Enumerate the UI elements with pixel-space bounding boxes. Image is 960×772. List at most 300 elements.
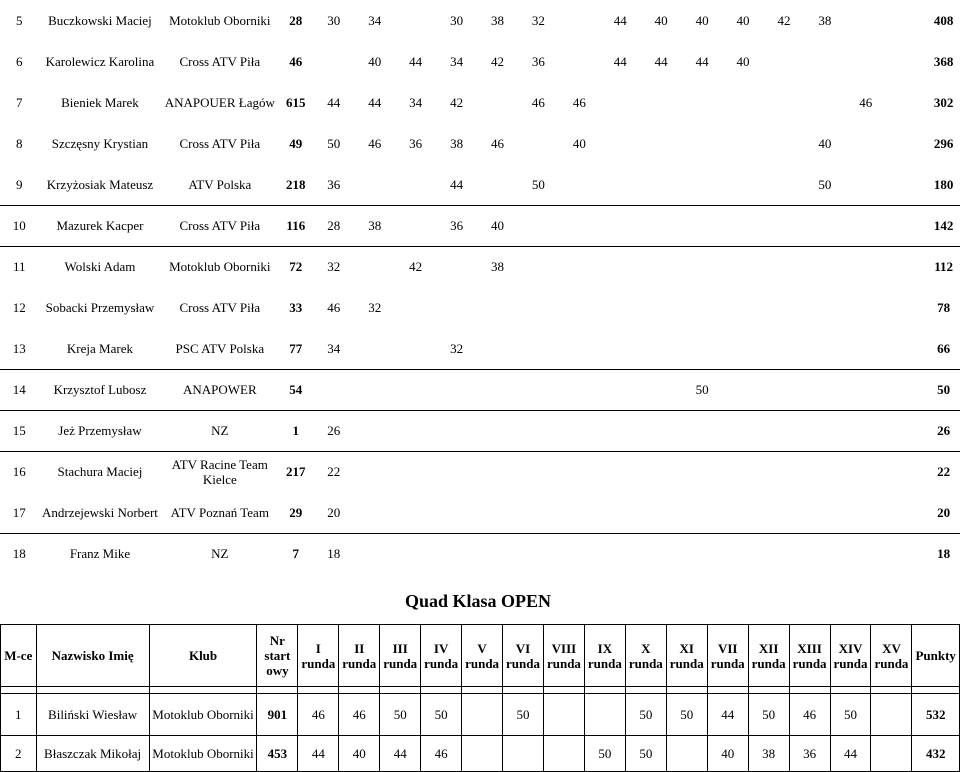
round-score-cell (641, 164, 682, 205)
round-score-cell (845, 41, 886, 82)
place-cell: 2 (1, 736, 37, 772)
round-score-cell (723, 287, 764, 328)
round-score-cell (600, 246, 641, 287)
round-score-cell (641, 492, 682, 533)
round-score-cell: 50 (380, 694, 421, 736)
round-score-cell (477, 328, 518, 369)
header-round (421, 625, 462, 687)
round-score-cell (871, 694, 912, 736)
round-score-cell: 50 (830, 694, 871, 736)
header-round (543, 625, 584, 687)
table-row (1, 694, 960, 736)
table-row (0, 287, 960, 328)
round-score-cell: 50 (625, 694, 666, 736)
round-score-cell: 44 (707, 694, 748, 736)
header-round (666, 625, 707, 687)
round-score-cell: 30 (450, 13, 464, 28)
round-score-cell: 20 (327, 504, 341, 520)
round-score-cell (763, 205, 804, 246)
round-score-cell: 38 (477, 246, 518, 287)
round-score-cell (518, 246, 559, 287)
round-score-cell (641, 205, 682, 246)
round-score-cell (723, 451, 764, 492)
place-cell: 10 (0, 205, 39, 246)
header-points: Punkty (912, 625, 960, 687)
round-score-cell (845, 123, 886, 164)
round-score-cell (395, 492, 436, 533)
round-score-cell: 46 (859, 95, 873, 110)
round-score-cell: 40 (572, 136, 586, 151)
round-score-cell (682, 328, 723, 369)
round-score-cell: 50 (327, 136, 341, 151)
round-score-cell (436, 246, 477, 287)
start-number-cell: 28 (289, 13, 303, 28)
start-number-cell: 54 (278, 369, 313, 410)
round-score-cell (559, 533, 600, 574)
round-score-cell (503, 736, 544, 772)
start-number-cell: 29 (289, 504, 303, 520)
round-score-cell (518, 369, 559, 410)
round-score-cell (559, 287, 600, 328)
round-word: runda (874, 655, 909, 671)
header-round (789, 625, 830, 687)
round-score-cell (845, 451, 886, 492)
round-score-cell (804, 246, 845, 287)
round-score-cell (518, 328, 559, 369)
start-number-cell: 72 (278, 246, 313, 287)
round-score-cell (682, 492, 723, 533)
round-score-cell (886, 533, 927, 574)
round-word: runda (383, 655, 418, 671)
round-score-cell (559, 41, 600, 82)
round-score-cell (886, 82, 927, 123)
name-cell: Krzyżosiak Mateusz (46, 176, 154, 192)
round-score-cell (723, 369, 764, 410)
round-score-cell (723, 205, 764, 246)
header-round (871, 625, 912, 687)
club-cell: Motoklub Oborniki (149, 736, 257, 772)
round-score-cell: 44 (327, 95, 341, 110)
round-score-cell (641, 369, 682, 410)
name-cell: Błaszczak Mikołaj (36, 736, 149, 772)
round-word: runda (628, 655, 663, 671)
points-cell: 78 (937, 300, 951, 315)
round-score-cell: 46 (339, 694, 380, 736)
round-score-cell (313, 369, 354, 410)
table-row (0, 205, 960, 246)
round-score-cell: 42 (450, 95, 464, 110)
name-cell: Mazurek Kacper (39, 205, 162, 246)
round-score-cell (763, 41, 804, 82)
round-score-cell (641, 82, 682, 123)
round-score-cell (477, 82, 518, 123)
club-cell: Motoklub Oborniki (161, 246, 278, 287)
round-score-cell (682, 82, 723, 123)
round-score-cell (395, 0, 436, 41)
round-score-cell (518, 492, 559, 533)
round-score-cell: 30 (327, 13, 341, 28)
round-score-cell (518, 451, 559, 492)
round-score-cell (682, 287, 723, 328)
round-score-cell (682, 533, 723, 574)
header-name: Nazwisko Imię (36, 625, 149, 687)
round-score-cell (845, 0, 886, 41)
round-score-cell (518, 123, 559, 164)
round-score-cell (723, 123, 764, 164)
round-score-cell (845, 410, 886, 451)
round-score-cell: 44 (409, 54, 423, 69)
round-score-cell: 40 (818, 136, 832, 151)
round-score-cell (804, 369, 845, 410)
club-cell: Cross ATV Piła (179, 136, 261, 151)
round-numeral: XIV (838, 640, 863, 656)
round-score-cell: 44 (613, 13, 627, 28)
round-score-cell: 40 (736, 13, 750, 28)
round-score-cell (518, 410, 559, 451)
round-score-cell (462, 694, 503, 736)
round-score-cell (600, 533, 641, 574)
round-score-cell (600, 82, 641, 123)
round-score-cell (682, 205, 723, 246)
place-cell: 14 (0, 369, 39, 410)
header-round (462, 625, 503, 687)
round-score-cell: 40 (695, 13, 709, 28)
name-cell: Biliński Wiesław (36, 694, 149, 736)
round-numeral: III (392, 640, 408, 656)
round-word: runda (792, 655, 827, 671)
club-cell: NZ (161, 533, 278, 574)
points-cell: 368 (933, 54, 954, 69)
round-score-cell: 36 (409, 136, 423, 151)
round-word: runda (465, 655, 500, 671)
club-cell: Cross ATV Piła (179, 300, 261, 315)
place-cell: 15 (0, 410, 39, 451)
round-score-cell (641, 410, 682, 451)
round-score-cell: 44 (450, 176, 464, 192)
round-score-cell (804, 451, 845, 492)
round-score-cell (559, 205, 600, 246)
round-score-cell (804, 533, 845, 574)
round-score-cell: 44 (654, 54, 668, 69)
round-score-cell (886, 123, 927, 164)
round-score-cell (436, 410, 477, 451)
place-cell: 1 (1, 694, 37, 736)
round-score-cell: 40 (477, 205, 518, 246)
round-score-cell (886, 0, 927, 41)
name-cell: Szczęsny Krystian (51, 136, 149, 151)
start-number-cell: 615 (286, 95, 306, 110)
place-cell: 16 (0, 451, 39, 492)
table-row (0, 82, 960, 123)
round-word: runda (751, 655, 786, 671)
round-score-cell: 46 (789, 694, 830, 736)
name-cell: Karolewicz Karolina (45, 54, 155, 69)
round-score-cell (682, 246, 723, 287)
place-cell: 11 (0, 246, 39, 287)
name-cell: Jeż Przemysław (39, 410, 162, 451)
points-cell: 532 (912, 694, 960, 736)
round-numeral: X (641, 640, 651, 656)
round-score-cell: 38 (450, 136, 464, 151)
round-score-cell: 36 (327, 176, 341, 192)
round-score-cell (763, 328, 804, 369)
start-number-cell: 46 (289, 54, 303, 69)
place-cell: 13 (12, 340, 26, 356)
round-numeral: IX (597, 640, 613, 656)
table-row (0, 164, 960, 205)
round-score-cell: 50 (748, 694, 789, 736)
round-score-cell: 34 (368, 13, 382, 28)
round-score-cell: 34 (327, 340, 341, 356)
round-score-cell (763, 246, 804, 287)
round-score-cell (886, 164, 927, 205)
round-score-cell: 50 (584, 736, 625, 772)
round-score-cell (641, 533, 682, 574)
table-row (0, 0, 960, 41)
round-score-cell: 32 (450, 340, 464, 356)
club-cell: ATV Racine Team Kielce (161, 451, 278, 492)
header-club: Klub (149, 625, 257, 687)
points-cell: 20 (937, 504, 951, 520)
round-score-cell (395, 369, 436, 410)
points-cell: 50 (927, 369, 960, 410)
round-score-cell (723, 164, 764, 205)
round-score-cell (763, 533, 804, 574)
round-score-cell (804, 328, 845, 369)
round-score-cell: 46 (298, 694, 339, 736)
round-numeral: XII (758, 640, 779, 656)
name-cell: Kreja Marek (66, 340, 133, 356)
round-score-cell (600, 123, 641, 164)
points-cell: 112 (927, 246, 960, 287)
header-round (339, 625, 380, 687)
round-score-cell (886, 328, 927, 369)
round-score-cell: 40 (339, 736, 380, 772)
place-cell: 17 (12, 504, 26, 520)
round-score-cell (845, 205, 886, 246)
round-score-cell (436, 492, 477, 533)
place-cell: 12 (12, 300, 26, 315)
round-numeral: XI (679, 640, 694, 656)
round-score-cell (436, 533, 477, 574)
round-score-cell: 44 (298, 736, 339, 772)
round-score-cell: 40 (736, 54, 750, 69)
club-cell: ATV Polska (188, 176, 252, 192)
round-score-cell (845, 287, 886, 328)
round-score-cell (477, 410, 518, 451)
round-score-cell (682, 451, 723, 492)
round-score-cell: 42 (777, 13, 791, 28)
name-cell: Krzysztof Lubosz (39, 369, 162, 410)
round-score-cell: 44 (695, 54, 709, 69)
round-score-cell (886, 205, 927, 246)
round-score-cell (354, 369, 395, 410)
round-score-cell (354, 492, 395, 533)
round-score-cell (600, 164, 641, 205)
round-score-cell: 50 (818, 176, 832, 192)
points-cell: 408 (933, 13, 954, 28)
start-number-cell: 7 (278, 533, 313, 574)
round-score-cell: 46 (327, 300, 341, 315)
round-score-cell (395, 328, 436, 369)
round-numeral: II (354, 640, 365, 656)
spacer-row (1, 687, 960, 694)
header-round (625, 625, 666, 687)
round-score-cell (763, 369, 804, 410)
round-score-cell (395, 205, 436, 246)
points-cell: 432 (912, 736, 960, 772)
table-row (0, 410, 960, 451)
round-score-cell: 50 (503, 694, 544, 736)
round-score-cell (763, 492, 804, 533)
round-score-cell (600, 492, 641, 533)
round-score-cell (436, 369, 477, 410)
round-score-cell (641, 287, 682, 328)
round-score-cell (763, 164, 804, 205)
round-score-cell (682, 410, 723, 451)
round-score-cell: 38 (490, 13, 504, 28)
round-score-cell (584, 694, 625, 736)
round-score-cell (845, 492, 886, 533)
round-score-cell: 36 (789, 736, 830, 772)
header-round (584, 625, 625, 687)
round-score-cell (354, 246, 395, 287)
round-score-cell (641, 328, 682, 369)
round-word: runda (424, 655, 459, 671)
round-score-cell: 50 (421, 694, 462, 736)
round-word: runda (587, 655, 622, 671)
points-cell: 142 (927, 205, 960, 246)
round-score-cell (395, 287, 436, 328)
round-score-cell (518, 287, 559, 328)
round-score-cell (845, 328, 886, 369)
header-round (503, 625, 544, 687)
round-score-cell (763, 410, 804, 451)
round-score-cell (395, 410, 436, 451)
round-score-cell (395, 451, 436, 492)
round-score-cell (436, 451, 477, 492)
club-cell: ANAPOUER Łagów (164, 95, 275, 110)
round-score-cell (886, 246, 927, 287)
round-score-cell (477, 287, 518, 328)
round-score-cell: 44 (613, 54, 627, 69)
round-numeral: VII (717, 640, 738, 656)
table-row (0, 451, 960, 492)
round-numeral: XIII (797, 640, 822, 656)
round-score-cell: 36 (531, 54, 545, 69)
round-score-cell: 32 (313, 246, 354, 287)
table-row (0, 41, 960, 82)
points-cell: 26 (927, 410, 960, 451)
round-score-cell (666, 736, 707, 772)
start-number-cell: 453 (257, 736, 298, 772)
place-cell: 6 (16, 54, 23, 69)
round-score-cell (559, 164, 600, 205)
header-round (830, 625, 871, 687)
header-start: Nr start owy (257, 625, 298, 687)
round-score-cell: 40 (707, 736, 748, 772)
name-cell: Buczkowski Maciej (48, 13, 152, 28)
name-cell: Wolski Adam (39, 246, 162, 287)
club-cell: Motoklub Oborniki (169, 13, 271, 28)
table-row (0, 492, 960, 533)
round-score-cell (723, 246, 764, 287)
round-score-cell (763, 287, 804, 328)
round-score-cell: 34 (450, 54, 464, 69)
start-number-cell: 218 (286, 176, 306, 192)
round-score-cell (763, 451, 804, 492)
round-score-cell (436, 287, 477, 328)
round-score-cell (354, 164, 395, 205)
section-title: Quad Klasa OPEN (405, 591, 552, 611)
round-numeral: XV (882, 640, 901, 656)
points-cell: 296 (933, 136, 954, 151)
round-score-cell: 50 (625, 736, 666, 772)
club-cell: ANAPOWER (161, 369, 278, 410)
round-score-cell (845, 369, 886, 410)
round-word: runda (710, 655, 745, 671)
round-score-cell (395, 533, 436, 574)
header-round (380, 625, 421, 687)
round-score-cell (600, 287, 641, 328)
round-score-cell (354, 410, 395, 451)
name-cell: Bieniek Marek (61, 95, 139, 110)
points-cell: 302 (933, 95, 954, 110)
round-score-cell (804, 492, 845, 533)
round-score-cell: 40 (368, 54, 382, 69)
round-score-cell (354, 328, 395, 369)
round-score-cell (600, 410, 641, 451)
start-number-cell: 33 (289, 300, 303, 315)
start-number-cell: 901 (257, 694, 298, 736)
round-score-cell: 44 (380, 736, 421, 772)
club-cell: PSC ATV Polska (175, 340, 265, 356)
round-score-cell: 46 (368, 136, 382, 151)
round-score-cell (559, 328, 600, 369)
round-score-cell (763, 123, 804, 164)
round-score-cell (682, 123, 723, 164)
round-word: runda (342, 655, 377, 671)
round-word: runda (301, 655, 336, 671)
round-score-cell (543, 694, 584, 736)
place-cell: 18 (0, 533, 39, 574)
round-score-cell (845, 164, 886, 205)
round-score-cell: 50 (682, 369, 723, 410)
table-row (1, 736, 960, 772)
round-score-cell: 38 (354, 205, 395, 246)
round-numeral: IV (433, 640, 449, 656)
round-score-cell: 34 (409, 95, 423, 110)
round-score-cell (723, 82, 764, 123)
club-cell: NZ (161, 410, 278, 451)
round-score-cell (682, 164, 723, 205)
header-place: M-ce (1, 625, 37, 687)
round-score-cell: 40 (654, 13, 668, 28)
name-cell: Sobacki Przemysław (45, 300, 155, 315)
round-score-cell (559, 0, 600, 41)
round-score-cell (462, 736, 503, 772)
round-score-cell (477, 451, 518, 492)
header-round (707, 625, 748, 687)
header-round (748, 625, 789, 687)
points-cell: 66 (937, 340, 951, 356)
round-score-cell (518, 533, 559, 574)
round-score-cell: 42 (490, 54, 504, 69)
round-score-cell (723, 533, 764, 574)
round-word: runda (506, 655, 540, 671)
round-score-cell (641, 246, 682, 287)
points-cell: 22 (927, 451, 960, 492)
